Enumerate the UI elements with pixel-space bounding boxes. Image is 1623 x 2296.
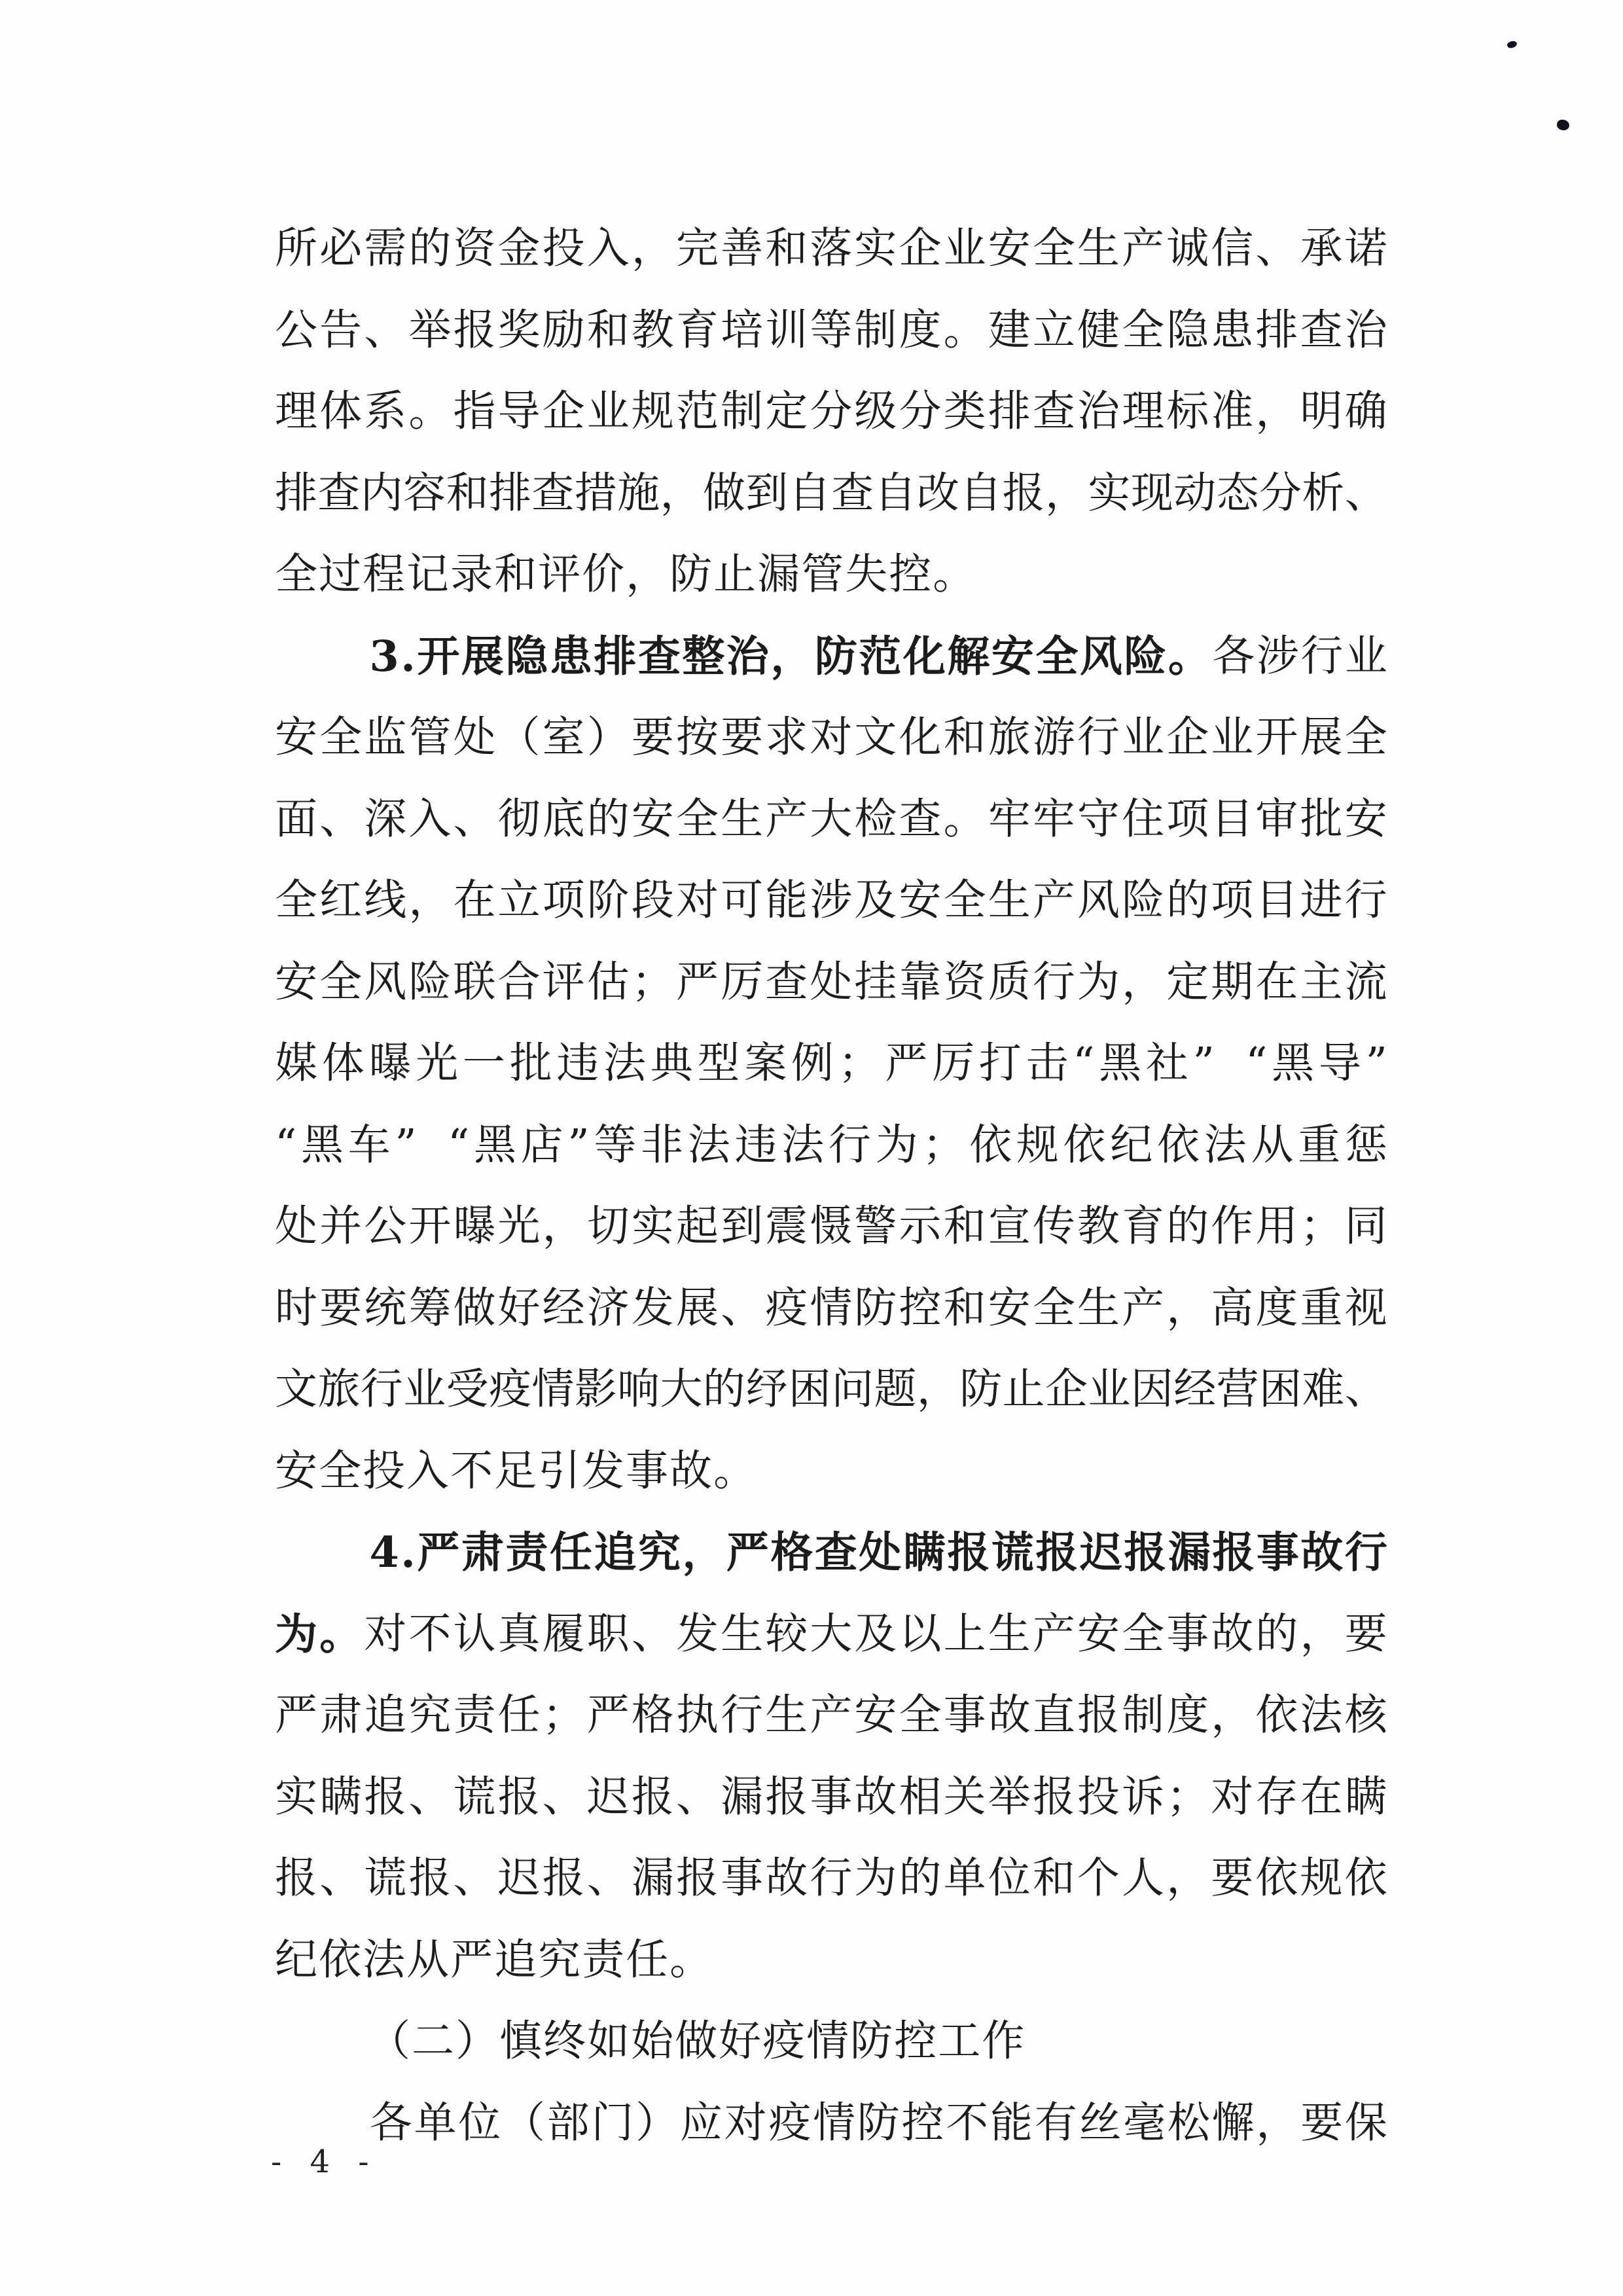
page-number: - 4 -	[271, 2144, 378, 2180]
text-line: 报 、 谎 报 、 迟 报 、 漏 报 事 故 行 为 的 单 位 和 个 人 ， 要 依 规 依	[275, 1854, 1387, 1903]
text-line: 文 旅 行 业 受 疫 情 影 响 大 的 纾 困 问 题 ， 防 止 企 业 因 经 营 困 难 、	[275, 1365, 1387, 1414]
ink-speck	[1556, 119, 1570, 131]
text-block	[275, 208, 1387, 2164]
text-line: 纪依法从严追究责任。	[275, 1935, 714, 1984]
text-line: 安全投入不足引发事故。	[275, 1446, 758, 1496]
text-line: （二）慎终如始做好疫情防控工作	[368, 2017, 1026, 2066]
text-line: 各 单 位 （ 部 门 ） 应 对 疫 情 防 控 不 能 有 丝 毫 松 懈 ， 要 保	[275, 2083, 1387, 2164]
text-line: 面 、 深 入 、 彻 底 的 安 全 生 产 大 检 查 。 牢 牢 守 住 项 目 审 批 安	[275, 794, 1387, 844]
text-line: 3 . 开 展 隐 患 排 查 整 治 ， 防 范 化 解 安 全 风 险 。 各 涉 行 业	[275, 616, 1387, 698]
ink-speck	[1507, 40, 1518, 49]
text-line: 处 并 公 开 曝 光 ， 切 实 起 到 震 慑 警 示 和 宣 传 教 育 的 作 用 ； 同	[275, 1202, 1387, 1251]
text-line: “ 黑 车 ” “ 黑 店 ” 等 非 法 违 法 行 为 ； 依 规 依 纪 依 法 从 重 惩	[275, 1120, 1387, 1170]
text-line: 理 体 系 。 指 导 企 业 规 范 制 定 分 级 分 类 排 查 治 理 标 准 ， 明 确	[275, 387, 1387, 436]
paragraph-indent	[275, 1552, 368, 1553]
text-line: 为 。 对 不 认 真 履 职 、 发 生 较 大 及 以 上 生 产 安 全 事 故 的 ， 要	[275, 1609, 1387, 1659]
text-line: 媒 体 曝 光 一 批 违 法 典 型 案 例 ； 严 厉 打 击 “ 黑 社 ” “ 黑 导 ”	[275, 1039, 1387, 1088]
text-line: 时 要 统 筹 做 好 经 济 发 展 、 疫 情 防 控 和 安 全 生 产 ， 高 度 重 视	[275, 1283, 1387, 1333]
text-line: 实 瞒 报 、 谎 报 、 迟 报 、 漏 报 事 故 相 关 举 报 投 诉 ； 对 存 在 瞒	[275, 1772, 1387, 1821]
text-line: 安 全 监 管 处 （ 室 ） 要 按 要 求 对 文 化 和 旅 游 行 业 企 业 开 展 全	[275, 713, 1387, 762]
text-line: 全过程记录和评价，防止漏管失控。	[275, 550, 977, 599]
text-line: 所 必 需 的 资 金 投 入 ， 完 善 和 落 实 企 业 安 全 生 产 诚 信 、 承 诺	[275, 224, 1387, 273]
text-line: 安 全 风 险 联 合 评 估 ； 严 厉 查 处 挂 靠 资 质 行 为 ， 定 期 在 主 流	[275, 957, 1387, 1007]
text-line: 排 查 内 容 和 排 查 措 施 ， 做 到 自 查 自 改 自 报 ， 实 现 动 态 分 析 、	[275, 468, 1387, 518]
text-line: 4 . 严 肃 责 任 追 究 ， 严 格 查 处 瞒 报 谎 报 迟 报 漏 报 事 故 行	[275, 1512, 1387, 1594]
text-line: 全 红 线 ， 在 立 项 阶 段 对 可 能 涉 及 安 全 生 产 风 险 的 项 目 进 行	[275, 876, 1387, 925]
text-line: 公 告 、 举 报 奖 励 和 教 育 培 训 等 制 度 。 建 立 健 全 隐 患 排 查 治	[275, 305, 1387, 355]
text-line: 严 肃 追 究 责 任 ； 严 格 执 行 生 产 安 全 事 故 直 报 制 度 ， 依 法 核	[275, 1691, 1387, 1740]
